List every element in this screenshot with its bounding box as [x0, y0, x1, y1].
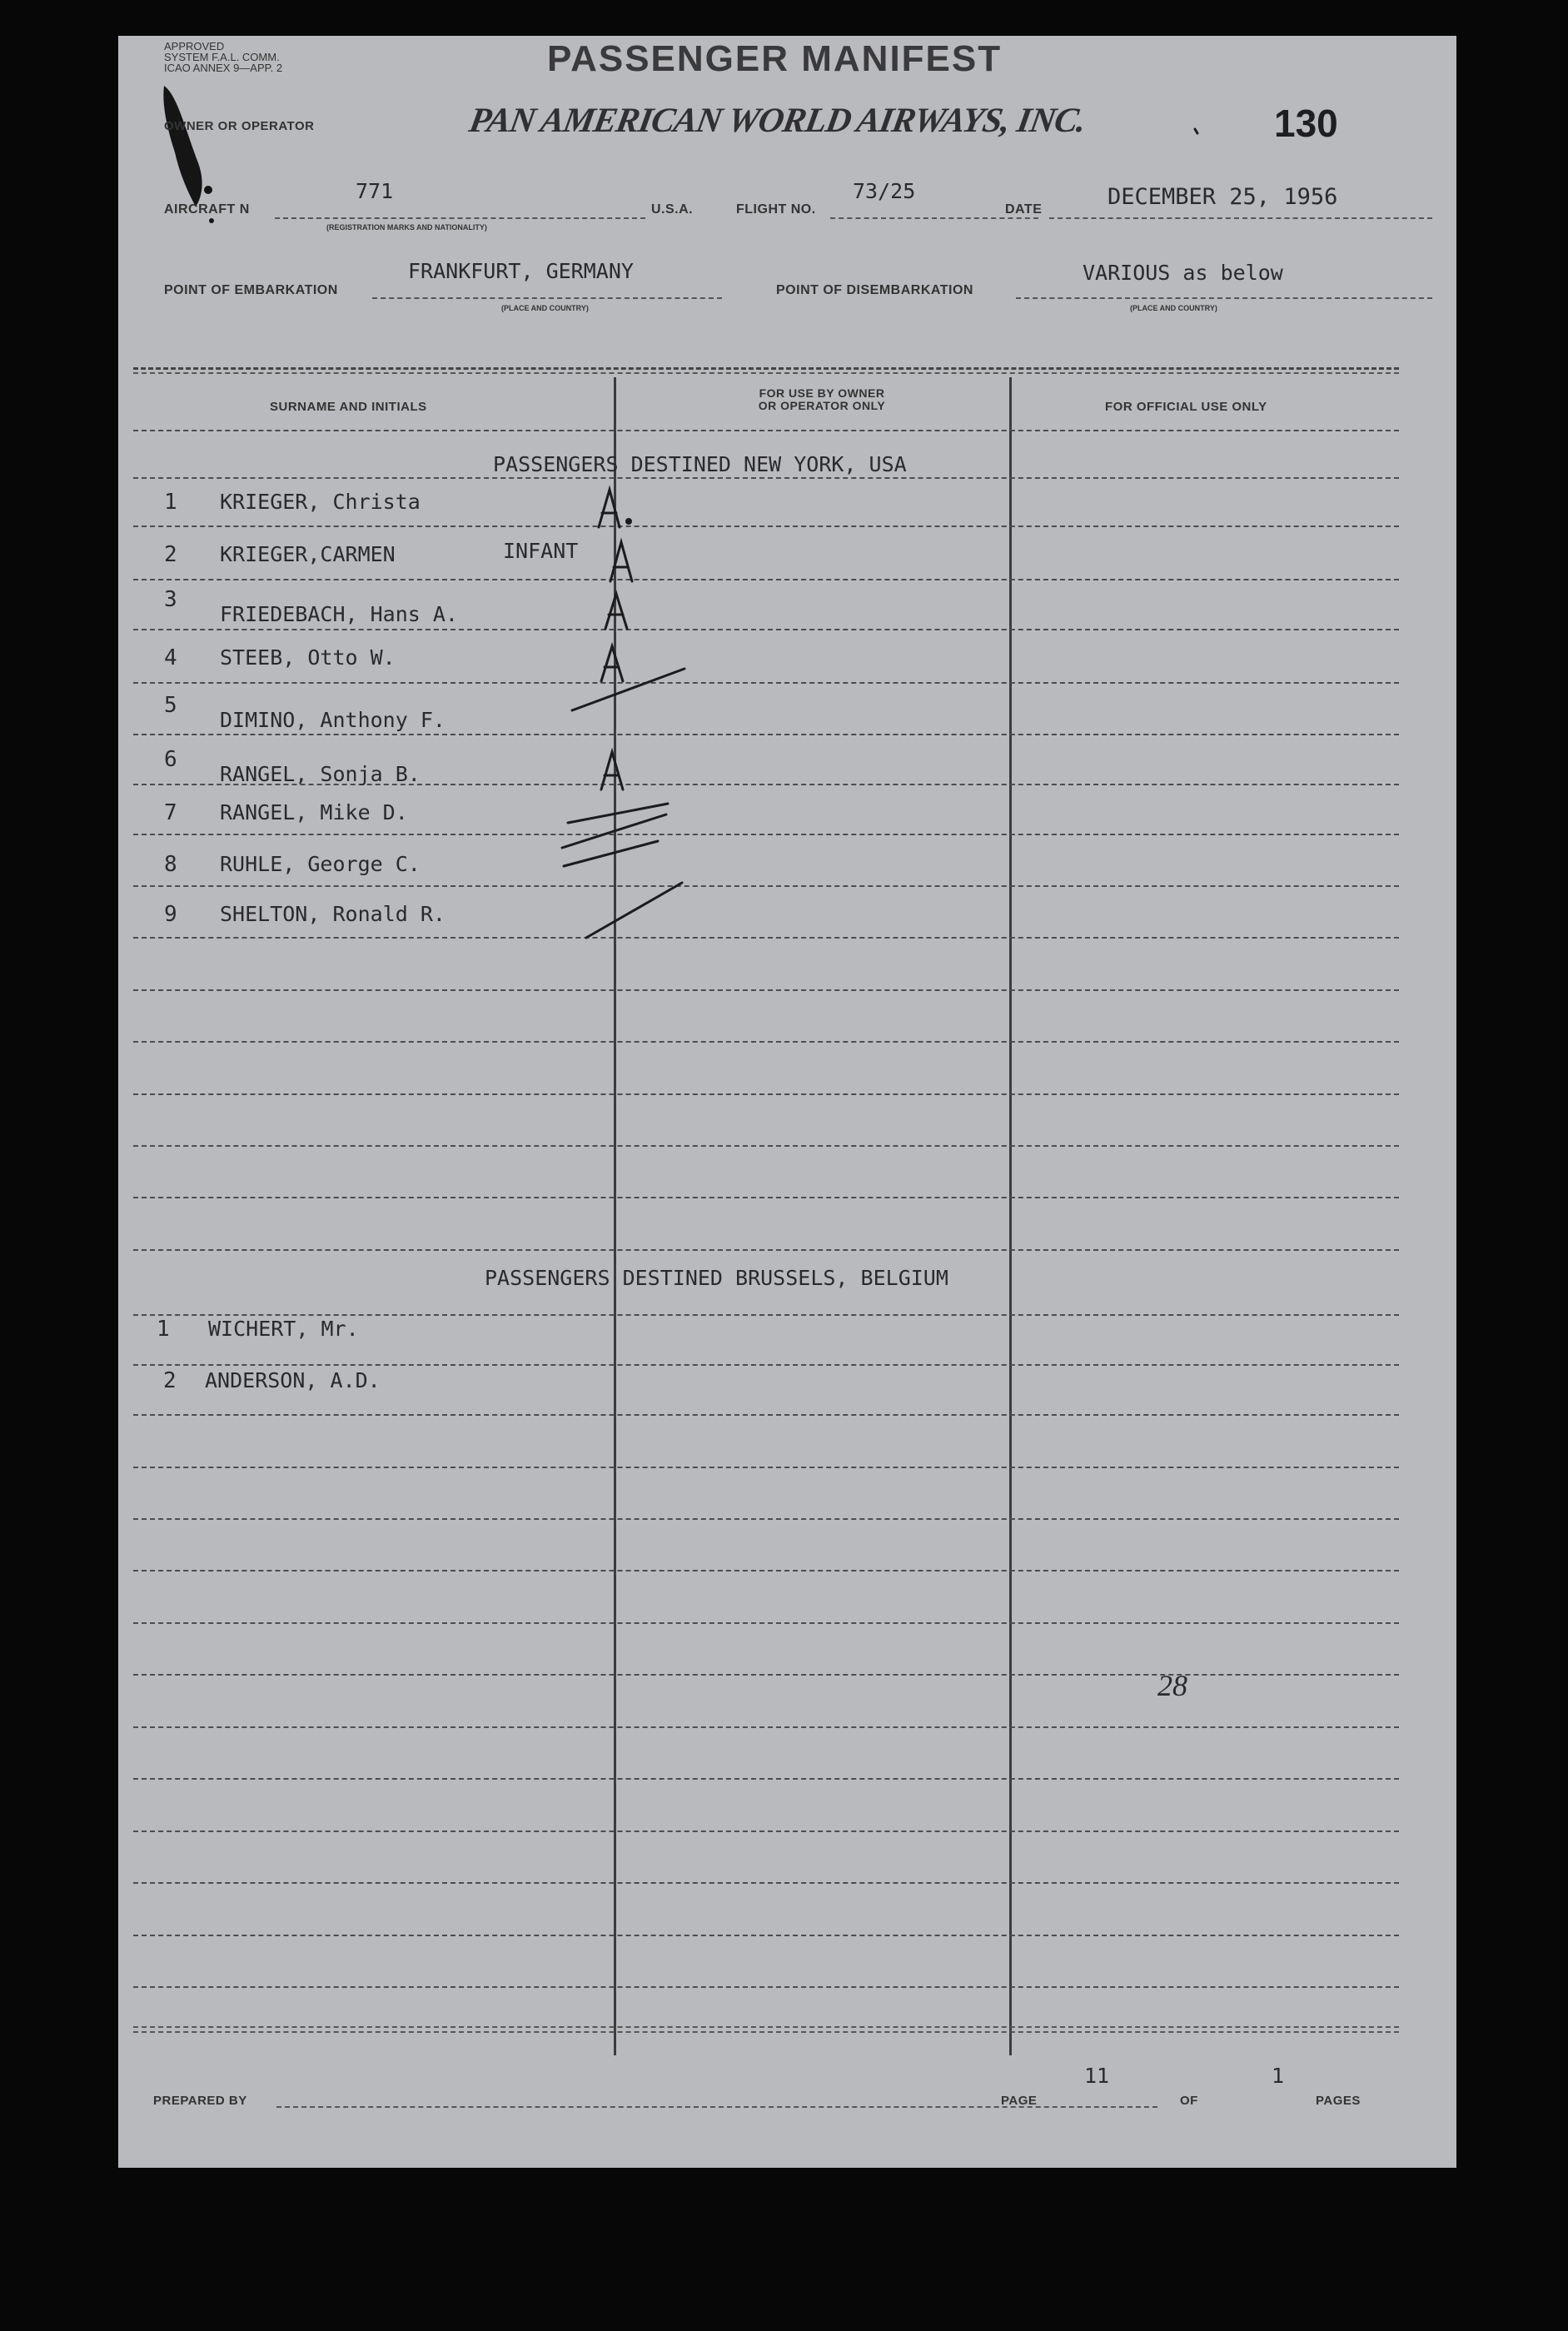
row-number: 2	[163, 1368, 177, 1393]
owner-label: OWNER OR OPERATOR	[164, 119, 315, 133]
embark-label: POINT OF EMBARKATION	[164, 283, 338, 297]
disembark-label: POINT OF DISEMBARKATION	[776, 283, 973, 297]
passenger-name: DIMINO, Anthony F.	[220, 708, 446, 732]
stray-mark	[1195, 129, 1197, 133]
col-owner-header-line: OR OPERATOR ONLY	[758, 399, 886, 412]
col-owner-header-line: FOR USE BY OWNER	[759, 386, 885, 400]
prepared-label: PREPARED BY	[153, 2094, 247, 2108]
date-value: DECEMBER 25, 1956	[1108, 184, 1338, 210]
slash-mark-8	[564, 841, 658, 866]
row-number: 2	[164, 542, 177, 567]
table-bottom-rule-2	[133, 2031, 1399, 2033]
operator-name: PAN AMERICAN WORLD AIRWAYS, INC.	[465, 102, 1089, 140]
approved-line: APPROVED	[164, 40, 225, 52]
place-note: (PLACE AND COUNTRY)	[501, 304, 589, 312]
date-label: DATE	[1005, 202, 1043, 217]
row-number: 9	[164, 902, 177, 927]
row-number: 1	[164, 490, 177, 515]
place-note-2: (PLACE AND COUNTRY)	[1130, 304, 1217, 312]
registration-note: (REGISTRATION MARKS AND NATIONALITY)	[326, 223, 487, 232]
row-number: 3	[164, 587, 177, 612]
aircraft-value: 771	[356, 179, 394, 203]
pages-label: PAGES	[1316, 2094, 1361, 2108]
col-official-header: FOR OFFICIAL USE ONLY	[1105, 400, 1267, 414]
row-number: 6	[164, 747, 177, 772]
manifest-title: PASSENGER MANIFEST	[547, 38, 1003, 79]
passenger-name: RANGEL, Mike D.	[220, 800, 408, 824]
page-value: 11	[1084, 2064, 1110, 2088]
passenger-name: KRIEGER, Christa	[220, 490, 421, 514]
passenger-name: FRIEDEBACH, Hans A.	[220, 602, 458, 626]
total-pages-value: 1	[1272, 2064, 1285, 2088]
approved-line: ICAO ANNEX 9—APP. 2	[164, 62, 283, 74]
disembark-value: VARIOUS as below	[1083, 261, 1283, 285]
aircraft-label: AIRCRAFT N	[164, 202, 250, 217]
slash-mark-4	[572, 669, 684, 710]
manifest-sheet	[118, 36, 1456, 2168]
slash-mark-9	[586, 883, 682, 938]
page-label: PAGE	[1001, 2094, 1038, 2108]
embark-value: FRANKFURT, GERMANY	[408, 259, 634, 283]
row-number: 1	[157, 1317, 170, 1342]
row-number: 8	[164, 852, 177, 877]
flight-value: 73/25	[853, 179, 916, 203]
passenger-name: SHELTON, Ronald R.	[220, 902, 446, 926]
passenger-name: ANDERSON, A.D.	[205, 1368, 381, 1392]
usa-label: U.S.A.	[651, 202, 694, 217]
approved-line: SYSTEM F.A.L. COMM.	[164, 51, 280, 63]
check-mark-A-6	[601, 752, 623, 789]
section1-title: PASSENGERS DESTINED NEW YORK, USA	[493, 452, 907, 476]
col-surname-header: SURNAME AND INITIALS	[270, 400, 427, 414]
row-number: 7	[164, 800, 177, 825]
check-mark-A-1	[599, 490, 620, 527]
passenger-name: RUHLE, George C.	[220, 852, 421, 876]
check-mark-A-3	[605, 594, 627, 629]
passenger-name: RANGEL, Sonja B.	[220, 762, 421, 786]
handwriting-layer	[118, 36, 1456, 2168]
of-label: OF	[1180, 2094, 1198, 2108]
row-number: 4	[164, 645, 177, 670]
passenger-note: INFANT	[503, 539, 579, 563]
passenger-name: KRIEGER,CARMEN	[220, 542, 396, 566]
section2-title: PASSENGERS DESTINED BRUSSELS, BELGIUM	[485, 1266, 948, 1290]
table-bottom-rule	[133, 2026, 1399, 2028]
official-note: 28	[1157, 1669, 1187, 1702]
flight-label: FLIGHT NO.	[736, 202, 816, 217]
passenger-name: STEEB, Otto W.	[220, 645, 396, 670]
passenger-name: WICHERT, Mr.	[208, 1317, 359, 1341]
check-mark-A-4	[601, 646, 623, 681]
check-mark-A-2	[610, 542, 632, 581]
page-stamp: 130	[1274, 102, 1338, 145]
row-number: 5	[164, 693, 177, 718]
